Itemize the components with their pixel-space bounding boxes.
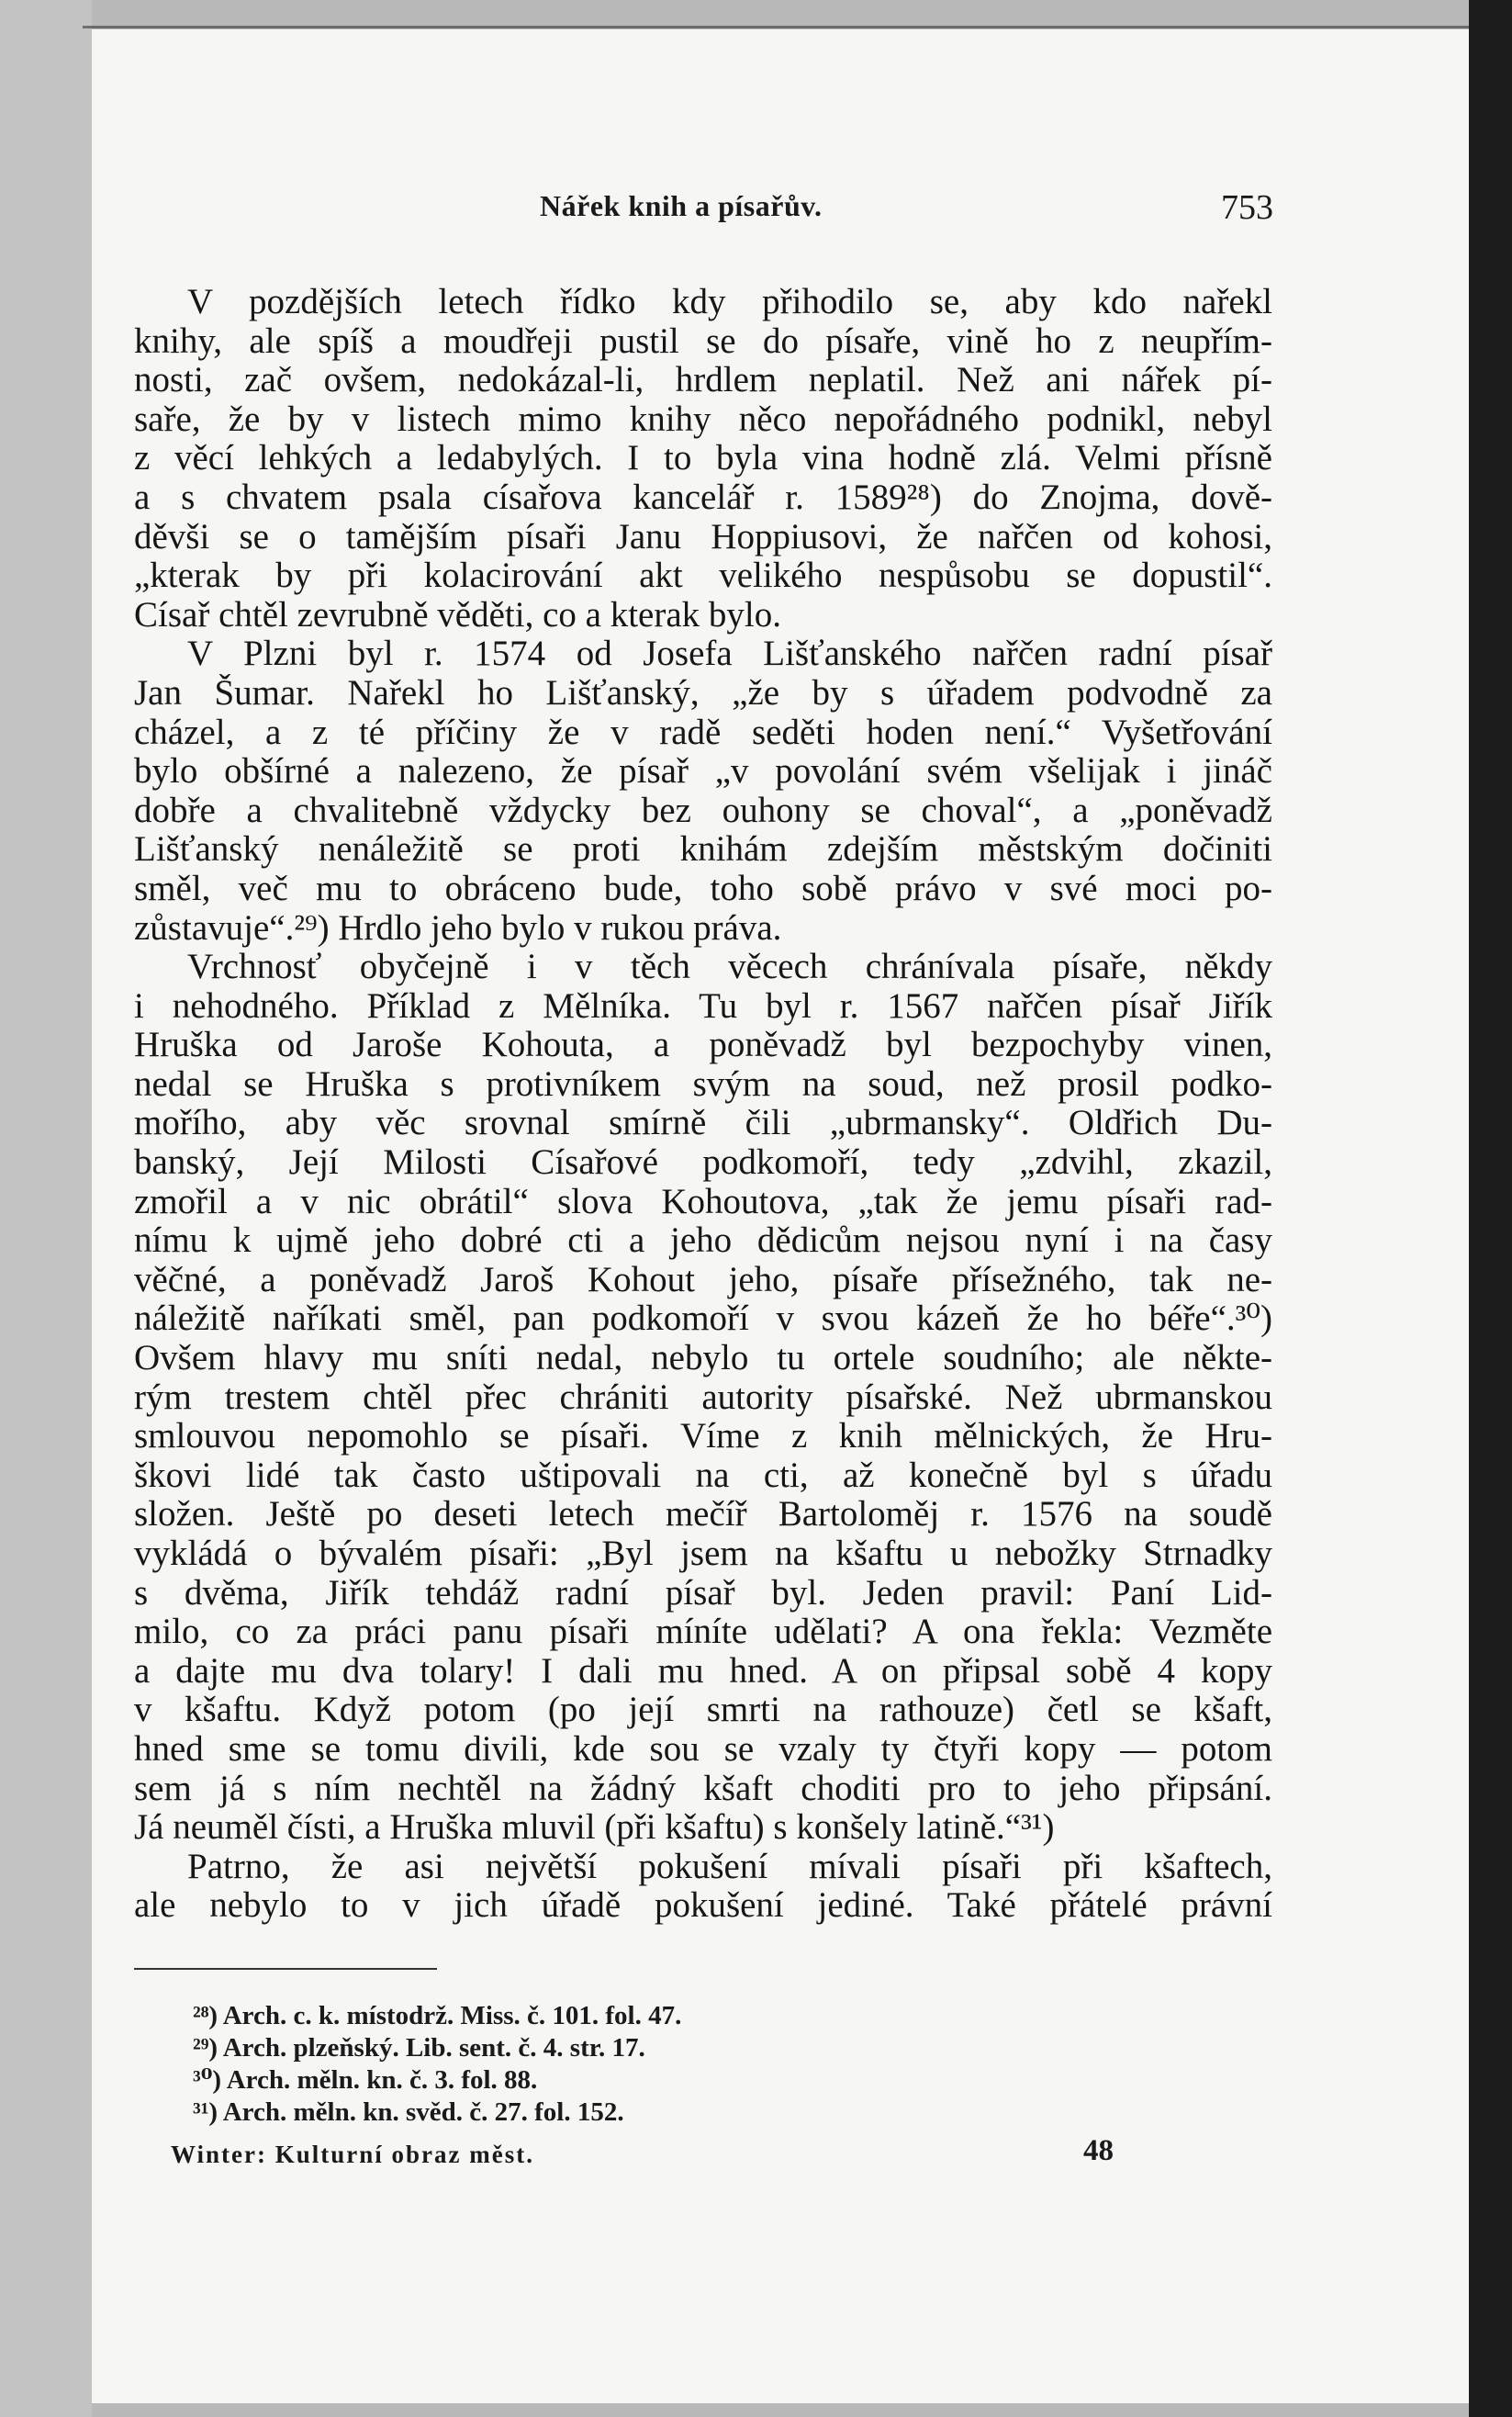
footnote-item: ²⁹) Arch. plzeňský. Lib. sent. č. 4. str. 17. xyxy=(193,2033,645,2063)
scan-top-edge xyxy=(83,26,1496,28)
text-line: „kterak by při kolacirování akt velikého nespůsobu se dopustil“. xyxy=(134,556,1272,596)
footnote-divider xyxy=(134,1968,437,1970)
text-line: směl, več mu to obráceno bude, toho sobě právo v své moci po- xyxy=(134,869,1272,908)
text-line: vykládá o bývalém písaři: „Byl jsem na kšaftu u nebožky Strnadky xyxy=(134,1535,1272,1573)
text-line: dobře a chvalitebně vždycky bez ouhony se choval“, a „poněvadž xyxy=(134,791,1272,830)
text-line: banský, Její Milosti Císařové podkomoří, tedy „zdvihl, zkazil, xyxy=(134,1143,1272,1183)
text-line: nímu k ujmě jeho dobré cti a jeho dědicům nejsou nyní i na časy xyxy=(134,1221,1272,1261)
page-number: 753 xyxy=(1221,188,1273,227)
text-line: Lišťanský nenáležitě se proti knihám zdejším městským dočiniti xyxy=(134,830,1272,870)
text-line: náležitě naříkati směl, pan podkomoří v svou kázeň že ho béře“.³⁰) xyxy=(134,1299,1272,1339)
text-line: Jan Šumar. Nařekl ho Lišťanský, „že by s úřadem podvodně za xyxy=(134,673,1272,713)
text-line: sem já s ním nechtěl na žádný kšaft choditi pro to jeho připsání. xyxy=(134,1769,1272,1808)
text-line: v kšaftu. Když potom (po její smrti na rathouze) četl se kšaft, xyxy=(134,1691,1272,1730)
text-line: knihy, ale spíš a moudřeji pustil se do písaře, vině ho z neupřím- xyxy=(134,321,1272,361)
text-line: saře, že by v listech mimo knihy něco nepořádného podnikl, nebyl xyxy=(134,399,1272,439)
footnote-item: ³⁰) Arch. měln. kn. č. 3. fol. 88. xyxy=(193,2065,538,2095)
text-line: mořího, aby věc srovnal smírně čili „ubrmansky“. Oldřich Du- xyxy=(134,1104,1272,1143)
footnote-item: ²⁸) Arch. c. k. místodrž. Miss. č. 101. fol. 47. xyxy=(193,2001,682,2030)
text-line: Ovšem hlavy mu sníti nedal, nebylo tu ortele soudního; ale někte- xyxy=(134,1339,1272,1378)
text-line: věčné, a poněvadž Jaroš Kohout jeho, písaře přísežného, tak ne- xyxy=(134,1260,1272,1299)
printer-signature: Winter: Kulturní obraz měst. xyxy=(171,2141,534,2168)
text-line: bylo obšírné a nalezeno, že písař „v povolání svém všelijak i jináč xyxy=(134,752,1272,792)
text-line: i nehodného. Příklad z Mělníka. Tu byl r. 1567 nařčen písař Jiřík xyxy=(134,986,1272,1026)
text-line: zůstavuje“.²⁹) Hrdlo jeho bylo v rukou práva. xyxy=(134,908,782,948)
text-line: škovi lidé tak často uštipovali na cti, až konečně byl s úřadu xyxy=(134,1456,1272,1495)
text-line: Já neuměl čísti, a Hruška mluvil (při kšaftu) s konšely latině.“³¹) xyxy=(134,1808,1055,1848)
footnotes xyxy=(193,2000,681,2129)
text-line: Vrchnosť obyčejně i v těch věcech chránívala písaře, někdy xyxy=(187,948,1272,987)
text-line: Císař chtěl zevrubně věděti, co a kterak bylo. xyxy=(134,595,781,635)
text-line: Patrno, že asi největší pokušení mívali písaři při kšaftech, xyxy=(187,1847,1272,1886)
body-text xyxy=(134,283,1272,1926)
text-line: V pozdějších letech řídko kdy přihodilo se, aby kdo nařekl xyxy=(187,283,1272,321)
text-line: milo, co za práci panu písaři míníte udělati? A ona řekla: Vezměte xyxy=(134,1613,1272,1652)
text-line: Hruška od Jaroše Kohouta, a poněvadž byl bezpochyby vinen, xyxy=(134,1026,1272,1065)
text-line: zmořil a v nic obrátil“ slova Kohoutova, „tak že jemu písaři rad- xyxy=(134,1182,1272,1221)
text-line: a s chvatem psala císařova kancelář r. 1589²⁸) do Znojma, dově- xyxy=(134,478,1272,517)
text-line: nosti, zač ovšem, nedokázal-li, hrdlem neplatil. Než ani nářek pí- xyxy=(134,361,1272,400)
footnote-item: ³¹) Arch. měln. kn. svěd. č. 27. fol. 152. xyxy=(193,2097,624,2127)
scan-right-edge xyxy=(1469,0,1512,2417)
scan-left-margin xyxy=(0,0,92,2417)
text-line: V Plzni byl r. 1574 od Josefa Lišťanského nařčen radní písař xyxy=(187,635,1272,674)
text-line: nedal se Hruška s protivníkem svým na soud, než prosil podko- xyxy=(134,1064,1272,1104)
text-line: s dvěma, Jiřík tehdáž radní písař byl. Jeden pravil: Paní Lid- xyxy=(134,1573,1272,1613)
text-line: hned sme se tomu divili, kde sou se vzaly ty čtyři kopy — potom xyxy=(134,1729,1272,1769)
text-line: smlouvou nepomohlo se písaři. Víme z knih mělnických, že Hru- xyxy=(134,1417,1272,1456)
text-line: ale nebylo to v jich úřadě pokušení jediné. Také přátelé právní xyxy=(134,1886,1272,1926)
running-title: Nářek knih a písařův. xyxy=(540,189,823,222)
sheet-signature-number: 48 xyxy=(1083,2134,1114,2167)
text-line: cházel, a z té příčiny že v radě seděti hoden není.“ Vyšetřování xyxy=(134,713,1272,752)
text-line: a dajte mu dva tolary! I dali mu hned. A on připsal sobě 4 kopy xyxy=(134,1651,1272,1691)
text-line: z věcí lehkých a ledabylých. I to byla vina hodně zlá. Velmi přísně xyxy=(134,439,1272,478)
text-line: děvši se o tamějším písaři Janu Hoppiusovi, že nařčen od kohosi, xyxy=(134,517,1272,556)
text-line: složen. Ještě po deseti letech mečíř Bartoloměj r. 1576 na soudě xyxy=(134,1495,1272,1535)
text-line: rým trestem chtěl přec chrániti autority písařské. Než ubrmanskou xyxy=(134,1377,1272,1417)
